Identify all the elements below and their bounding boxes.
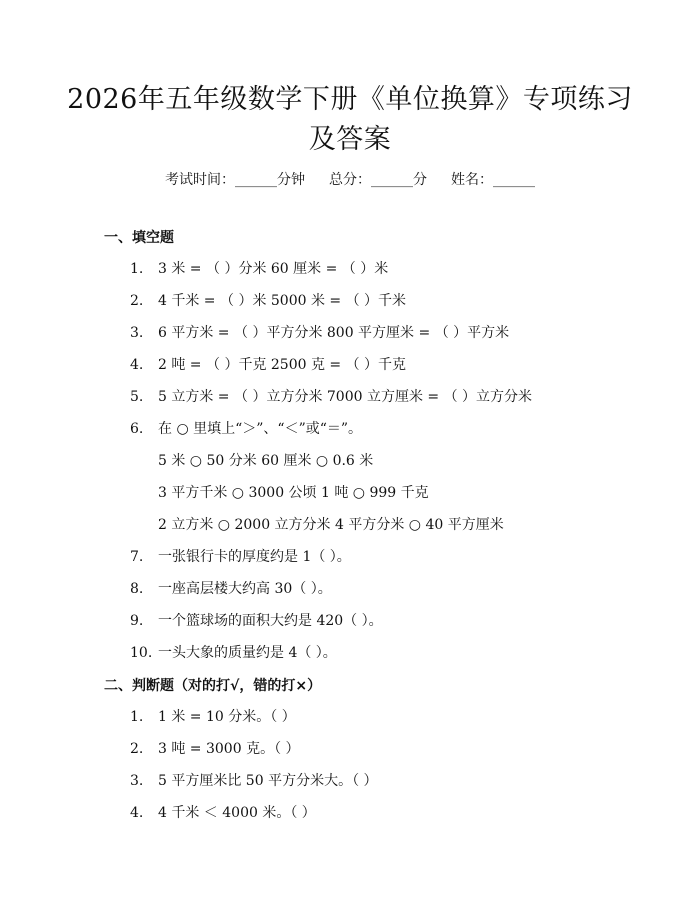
- question-number: 9.: [130, 613, 144, 629]
- question-number: 6.: [130, 421, 144, 437]
- question-number: 2.: [130, 293, 144, 309]
- question-number: 3.: [130, 325, 144, 341]
- question-number: 5.: [130, 389, 144, 405]
- question-text: 1 米 = 10 分米。（ ）: [158, 709, 296, 725]
- document-title: 2026年五年级数学下册《单位换算》专项练习及答案: [67, 84, 633, 155]
- exam-time-field: 考试时间：______分钟: [165, 172, 305, 188]
- question-text: 在 ○ 里填上“＞”、“＜”或“＝”。: [158, 421, 363, 437]
- total-score-field: 总分：______分: [329, 172, 427, 188]
- question-text: 2 吨 = （ ）千克 2500 克 = （ ）千克: [158, 357, 407, 373]
- question-number: 1.: [130, 261, 144, 277]
- question-text: 5 米 ○ 50 分米 60 厘米 ○ 0.6 米: [158, 453, 374, 469]
- question-number: 4.: [130, 805, 144, 821]
- section-heading-true-false: 二、判断题（对的打√，错的打×）: [104, 678, 322, 694]
- question-number: 3.: [130, 773, 144, 789]
- section-heading-fill-in: 一、填空题: [104, 230, 174, 246]
- question-text: 5 立方米 = （ ）立方分米 7000 立方厘米 = （ ）立方分米: [158, 389, 533, 405]
- question-number: 8.: [130, 581, 144, 597]
- question-number: 7.: [130, 549, 144, 565]
- question-number: 10.: [130, 645, 153, 661]
- question-text: 一头大象的质量约是 4（ ）。: [158, 645, 337, 661]
- question-text: 2 立方米 ○ 2000 立方分米 4 平方分米 ○ 40 平方厘米: [158, 517, 504, 533]
- question-text: 一座高层楼大约高 30（ ）。: [158, 581, 332, 597]
- question-text: 5 平方厘米比 50 平方分米大。（ ）: [158, 773, 378, 789]
- question-text: 6 平方米 = （ ）平方分米 800 平方厘米 = （ ）平方米: [158, 325, 510, 341]
- question-number: 2.: [130, 741, 144, 757]
- exam-info-line: [0, 170, 700, 190]
- question-number: 4.: [130, 357, 144, 373]
- student-name-field: 姓名：______: [451, 172, 535, 188]
- question-text: 一张银行卡的厚度约是 1（ ）。: [158, 549, 351, 565]
- question-text: 一个篮球场的面积大约是 420（ ）。: [158, 613, 383, 629]
- question-text: 3 米 = （ ）分米 60 厘米 = （ ）米: [158, 261, 389, 277]
- question-text: 3 吨 = 3000 克。（ ）: [158, 741, 300, 757]
- question-text: 4 千米 ＜ 4000 米。（ ）: [158, 805, 316, 821]
- question-text: 4 千米 = （ ）米 5000 米 = （ ）千米: [158, 293, 407, 309]
- question-number: 1.: [130, 709, 144, 725]
- question-text: 3 平方千米 ○ 3000 公顷 1 吨 ○ 999 千克: [158, 485, 429, 501]
